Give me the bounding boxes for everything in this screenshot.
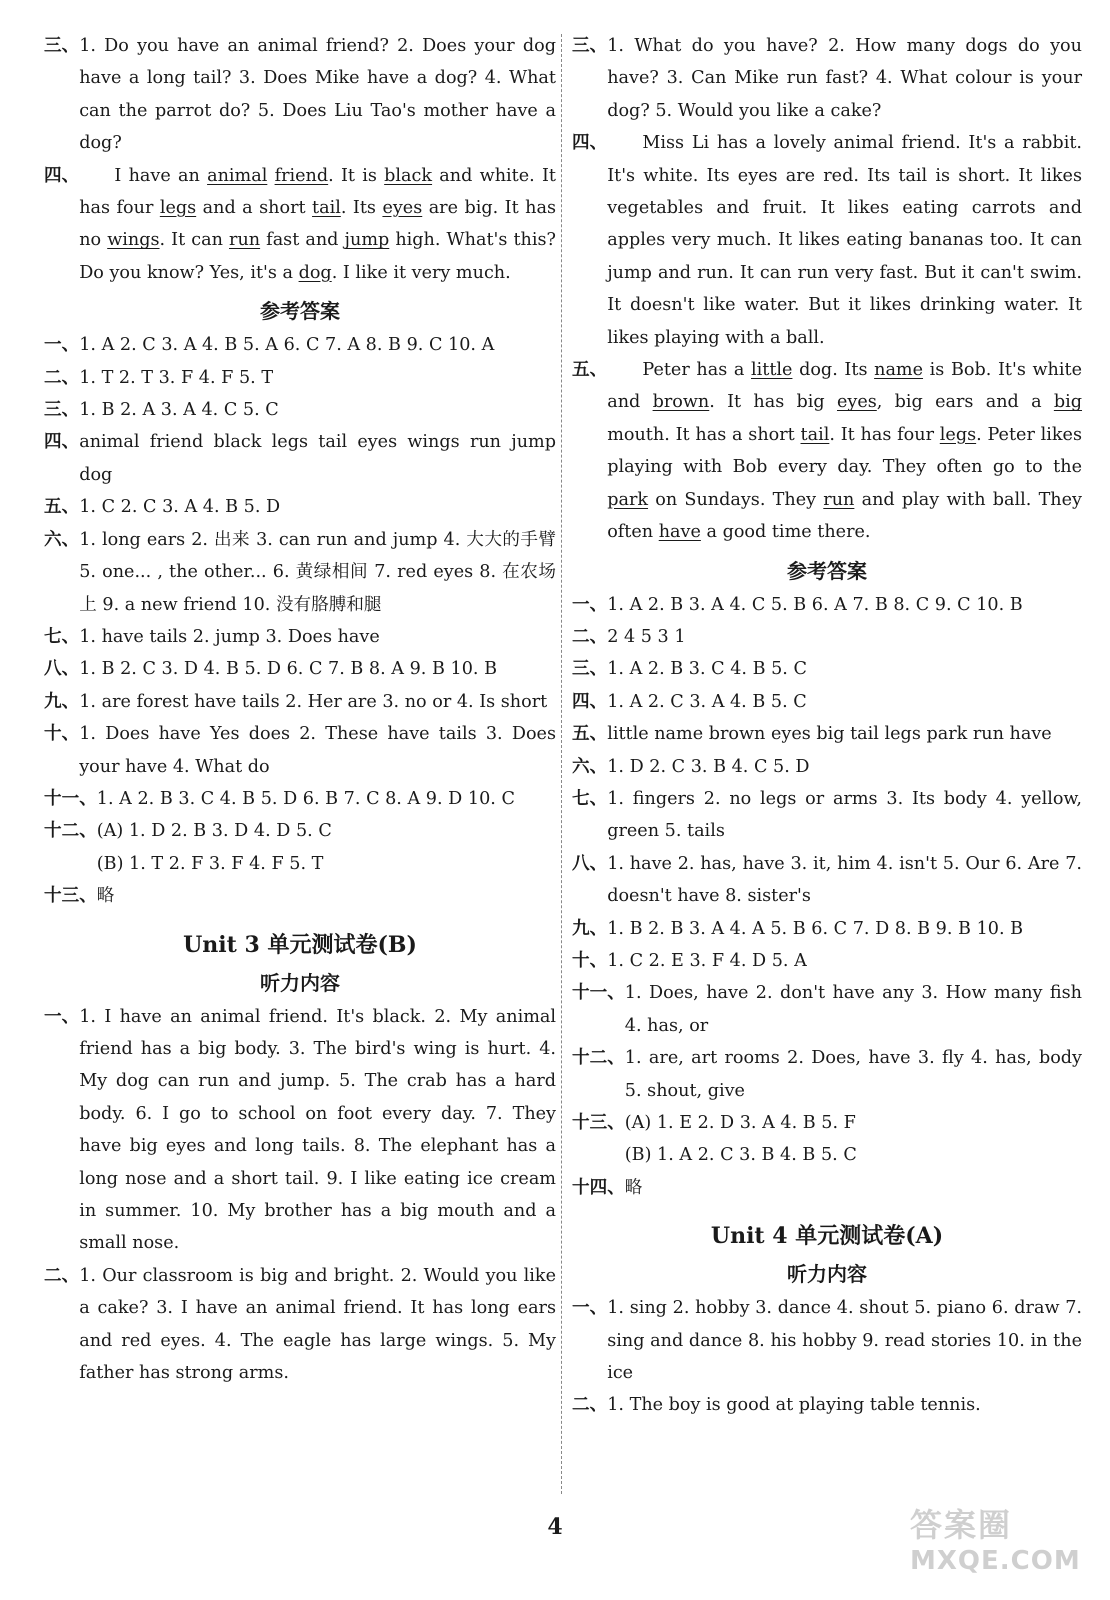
section-text: 1. A 2. B 3. C 4. B 5. C [607,659,807,680]
section-text: 1. Do you have an animal friend? 2. Does your dog have a long tail? 3. Does Mike have a dog? 4. What can the parrot do? 5. Does Liu Tao's mother have a dog? [79,36,556,154]
section-text: 1. C 2. E 3. F 4. D 5. A [607,950,807,971]
section-tag: 九、 [572,917,608,939]
answer-row [572,589,1082,621]
underlined-word: eyes [382,198,423,219]
section-text: 略 [96,886,115,907]
answer-row [44,653,556,685]
section-text: 1. have tails 2. jump 3. Does have [79,626,380,647]
section-text: 1. Does, have 2. don't have any 3. How many fish 4. has, or [624,983,1082,1036]
left-column [44,30,556,1389]
answer-row [572,913,1082,945]
section-tag: 三、 [572,658,608,680]
answers-list [572,589,1082,1205]
underlined-word: animal [207,165,268,186]
section-tag: 八、 [572,852,608,874]
answer-row [572,848,1082,913]
answer-row [44,621,556,653]
answer-row [572,686,1082,718]
answers-title: 参考答案 [260,299,340,324]
answer-row [44,686,556,718]
section-tag: 七、 [44,625,80,647]
underlined-word: wings [107,230,160,251]
section-tag: 四、 [572,690,608,712]
passage-text: and a short [196,198,313,219]
section-tag: 三、 [44,35,80,56]
section-tag: 十、 [44,723,80,745]
answer-row [572,718,1082,750]
passage-text: dog. Its [792,360,875,381]
watermark-line2: MXQE.COM [910,1546,1081,1576]
passage-text: and white. It has four [79,165,556,219]
passage-text: . It is [328,165,385,186]
listening-title: 听力内容 [787,1262,867,1287]
answer-row [572,751,1082,783]
underlined-word: eyes [836,392,877,413]
underlined-word: dog [298,262,332,283]
passage-text: . It can [159,230,230,251]
passage-text: . Peter likes playing with Bob every day. They often go to the [607,424,1082,478]
answer-row [572,1107,1082,1139]
watermark-line1: 答案圈 [910,1506,1013,1544]
section-tag: 九、 [44,690,80,712]
answer-row [44,524,556,621]
underlined-word: jump [344,230,390,251]
right-q5 [572,354,1082,548]
section-text: 1. B 2. A 3. A 4. C 5. C [79,400,279,421]
passage-text: . It has four [829,424,940,445]
section-tag: 十二、 [572,1047,625,1069]
right-column [572,30,1082,1422]
underlined-word: run [229,230,261,251]
section-tag: 四、 [44,431,80,453]
answer-row [44,718,556,783]
section-text: little name brown eyes big tail legs park run have [607,724,1052,745]
passage-text: . Its [340,198,383,219]
answer-row [572,977,1082,1042]
answer-row [572,621,1082,653]
section-text: 1. have 2. has, have 3. it, him 4. isn't 5. Our 6. Are 7. doesn't have 8. sister's [607,853,1082,907]
underlined-word: park [607,489,649,510]
section-text: 2 4 5 3 1 [607,626,686,647]
section-tag: 一、 [572,1297,608,1319]
section-text: 1. C 2. C 3. A 4. B 5. D [79,497,281,518]
column-divider [561,34,562,1494]
underlined-word: big [1053,392,1083,413]
answer-row [572,1172,1082,1204]
answer-row [44,848,556,880]
left-q4 [44,160,556,290]
passage-text: on Sundays. They [648,489,824,510]
underlined-word: black [384,165,433,186]
section-tag: 一、 [44,334,80,356]
section-tag: 十四、 [572,1176,625,1198]
section-tag: 十二、 [44,820,97,842]
listening-title: 听力内容 [260,970,340,995]
section-tag: 五、 [572,359,608,381]
right-q4 [572,127,1082,354]
section-text: 1. A 2. B 3. A 4. C 5. B 6. A 7. B 8. C 9. C 10. B [607,594,1023,615]
section-text: 1. D 2. C 3. B 4. C 5. D [607,756,810,777]
passage-text: . It has big [709,392,837,413]
answers-list [44,329,556,912]
section-text: 1. B 2. B 3. A 4. A 5. B 6. C 7. D 8. B 9. B 10. B [607,918,1024,939]
passage-text: a good time there. [700,522,871,543]
answer-row [572,1292,1082,1389]
section-text: 1. B 2. C 3. D 4. B 5. D 6. C 7. B 8. A 9. B 10. B [79,659,498,680]
section-tag: 五、 [572,723,608,745]
underlined-word: tail [312,198,341,219]
section-tag: 二、 [44,1264,80,1286]
section-text: 1. are, art rooms 2. Does, have 3. fly 4. has, body 5. shout, give [624,1048,1082,1101]
section-text: (B) 1. T 2. F 3. F 4. F 5. T [96,853,324,874]
passage-text: high. What's this? Do you know? Yes, it's a [79,230,556,283]
answer-row [572,1042,1082,1107]
site-watermark [910,1500,1090,1590]
section-tag: 三、 [572,35,608,56]
section-text: 1. Our classroom is big and bright. 2. Would you like a cake? 3. I have an animal friend. It has long ears and red eyes. 4. The eagle has large wings. 5. My father has strong arms. [79,1265,556,1384]
section-text: 1. A 2. C 3. A 4. B 5. C [607,691,807,712]
answers-title: 参考答案 [787,558,867,583]
answer-row [44,362,556,394]
section-tag: 四、 [572,132,608,154]
section-text: 1. I have an animal friend. It's black. 2. My animal friend has a big body. 3. The bird's wing is hurt. 4. My dog can run and jump. 5. The crab has a hard body. 6. I go to school on foot every day. 7. They have big eyes and long tails. 8. The elephant has a long nose and a short tail. 9. I like eating ice cream in summer. 10. My brother has a big mouth and a small nose. [79,1006,556,1254]
answer-row [572,1389,1082,1421]
section-text: Miss Li has a lovely animal friend. It's a rabbit. It's white. Its eyes are red. Its tail is short. It likes vegetables and fruit. It likes eating carrots and apples very much. It likes eating bananas too. It can jump and run. It can run very fast. But it can't swim. It doesn't like water. But it likes drinking water. It likes playing with a ball. [607,133,1082,348]
section-text: 1. The boy is good at playing table tennis. [607,1395,981,1416]
section-text: 略 [624,1177,643,1198]
answer-row [44,783,556,815]
section-tag: 八、 [44,658,80,680]
underlined-word: little [751,360,793,381]
section-text: (A) 1. E 2. D 3. A 4. B 5. F [624,1113,856,1133]
answer-row [44,1001,556,1260]
section-tag: 二、 [572,1394,608,1416]
section-text: 1. What do you have? 2. How many dogs do you have? 3. Can Mike run fast? 4. What colour is your dog? 5. Would you like a cake? [607,36,1082,121]
underlined-word: name [874,360,924,381]
section-tag: 十三、 [572,1112,625,1133]
section-text: 1. long ears 2. 出来 3. can run and jump 4. 大大的手臂 5. one... , the other... 6. 黄绿相间 7. red eyes 8. 在农场上 9. a new friend 10. 没有胳膊和腿 [79,529,556,615]
underlined-word: legs [159,198,197,219]
section-text [607,354,1082,548]
answer-row [44,1260,556,1390]
answer-row [44,426,556,491]
section-text: (A) 1. D 2. B 3. D 4. D 5. C [96,821,332,842]
passage-text [267,166,274,186]
section-tag: 一、 [44,1005,80,1027]
section-tag: 二、 [44,366,80,388]
section-tag: 六、 [572,755,608,777]
section-text: 1. fingers 2. no legs or arms 3. Its body 4. yellow, green 5. tails [607,788,1082,842]
answer-row [44,329,556,361]
section-text: 1. are forest have tails 2. Her are 3. no or 4. Is short [79,691,548,712]
section-tag: 六、 [44,528,80,550]
answer-row [572,783,1082,848]
unit-title: Unit 4 单元测试卷(A) [710,1223,944,1250]
section-tag: 十、 [572,949,608,971]
passage-text: are big. It has no [79,198,557,251]
section-text: 1. sing 2. hobby 3. dance 4. shout 5. piano 6. draw 7. sing and dance 8. his hobby 9. read stories 10. in the ice [607,1298,1082,1384]
underlined-word: brown [652,392,710,413]
section-text: (B) 1. A 2. C 3. B 4. B 5. C [624,1145,857,1166]
section-tag: 四、 [44,164,80,186]
page-number: 4 [547,1514,563,1540]
underlined-word: legs [939,424,977,445]
passage-text: Peter has a [642,360,751,381]
listening-list [572,1292,1082,1422]
section-text: 1. Does have Yes does 2. These have tails 3. Does your have 4. What do [79,724,556,777]
answer-row [44,880,556,912]
section-text: 1. A 2. C 3. A 4. B 5. A 6. C 7. A 8. B 9. C 10. A [79,335,495,356]
left-q3 [44,30,556,160]
passage-text: and play with ball. They often [607,489,1082,543]
underlined-word: run [823,489,855,510]
answer-row [44,815,556,847]
answer-row [572,1139,1082,1171]
passage-text: I have an [114,165,208,186]
answer-row [44,394,556,426]
underlined-word: tail [800,424,830,445]
answer-row [572,945,1082,977]
section-tag: 十一、 [44,787,97,809]
right-q3 [572,30,1082,127]
answer-row [44,491,556,523]
section-tag: 一、 [572,593,608,615]
section-text [79,160,556,290]
section-tag: 五、 [44,496,80,518]
unit-title: Unit 3 单元测试卷(B) [183,931,417,958]
listening-list [44,1001,556,1390]
passage-text: mouth. It has a short [607,424,801,445]
section-text: 1. T 2. T 3. F 4. F 5. T [79,367,274,388]
section-tag: 三、 [44,399,80,421]
section-text: animal friend black legs tail eyes wings run jump dog [79,432,556,485]
underlined-word: friend [274,165,329,186]
passage-text: is Bob. It's white and [607,360,1082,413]
section-text: 1. A 2. B 3. C 4. B 5. D 6. B 7. C 8. A 9. D 10. C [96,788,515,809]
passage-text: , big ears and a [876,392,1054,413]
section-tag: 十一、 [572,982,625,1004]
answer-row [572,653,1082,685]
section-tag: 十三、 [44,885,97,907]
passage-text: fast and [260,230,345,251]
section-tag: 二、 [572,625,608,647]
section-tag: 七、 [572,787,608,809]
underlined-word: have [658,522,701,543]
passage-text: . I like it very much. [331,262,511,283]
